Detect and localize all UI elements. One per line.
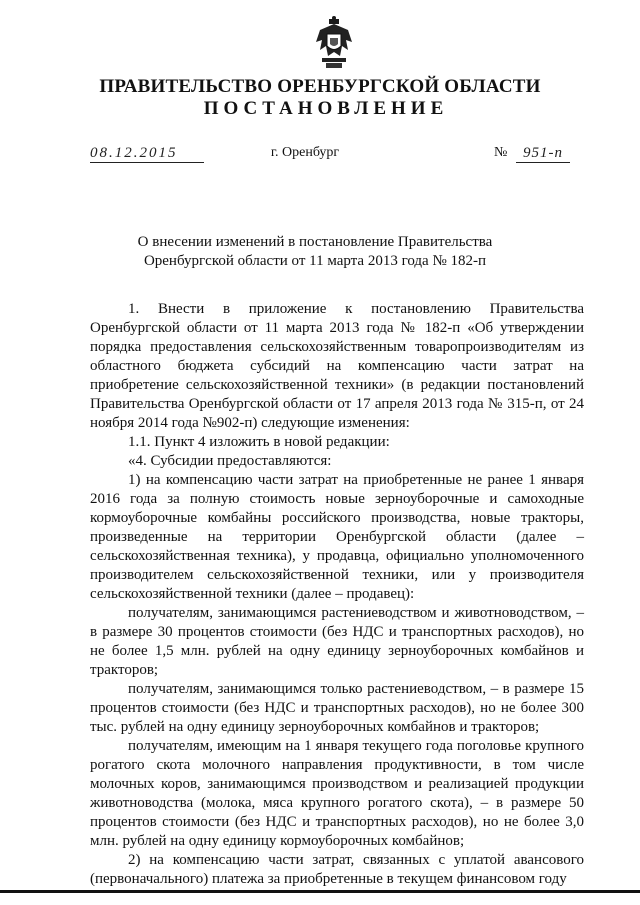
body-paragraph: получателям, занимающимся растениеводством и животноводством, – в размере 30 процентов стоимости (без НДС и транспортных расходов), но не более 1,5 млн. рублей на одну единицу зерноуборочных комбайнов и тракторов; xyxy=(90,605,584,678)
document-meta xyxy=(0,145,640,169)
subject-line-1: О внесении изменений в постановление Правительства xyxy=(137,234,493,250)
body-paragraph: 2) на компенсацию части затрат, связанных с уплатой авансового (первоначального) платежа за приобретенные в текущем финансовом году xyxy=(90,852,584,887)
body-paragraph: получателям, занимающимся только растениеводством, – в размере 15 процентов стоимости (без НДС и транспортных расходов), но не более 300 тыс. рублей на одну единицу зерноуборочных комбайнов и тракторов; xyxy=(90,681,584,735)
document-date: 08.12.2015 xyxy=(90,145,204,163)
document-number: 951-п xyxy=(516,145,570,163)
government-title: ПРАВИТЕЛЬСТВО ОРЕНБУРГСКОЙ ОБЛАСТИ xyxy=(99,76,541,97)
body-paragraph: 1.1. Пункт 4 изложить в новой редакции: xyxy=(128,434,390,450)
document-number-label: № xyxy=(494,145,508,160)
page-bottom-rule xyxy=(0,890,640,893)
document-city: г. Оренбург xyxy=(270,145,340,160)
body-paragraph: получателям, имеющим на 1 января текущего года поголовье крупного рогатого скота молочного направления продуктивности, в том числе молочных коров, занимающимся производством и реализацией продукции животноводства (молока, мяса крупного рогатого скота), – в размере 50 процентов стоимости (без НДС и транспортных расходов), но не более 3,0 млн. рублей на одну единицу кормоуборочных комбайнов; xyxy=(90,738,584,849)
document-body xyxy=(90,300,584,889)
subject-line-2: Оренбургской области от 11 марта 2013 года № 182-п xyxy=(143,253,487,269)
body-paragraph: «4. Субсидии предоставляются: xyxy=(128,453,332,469)
coat-of-arms-icon xyxy=(314,16,354,70)
body-paragraph: 1. Внести в приложение к постановлению Правительства Оренбургской области от 11 марта 2013 года № 182-п «Об утверждении порядка предоставления сельскохозяйственным товаропроизводителям из областного бюджета субсидий на компенсацию части затрат на приобретение сельскохозяйственной техники» (в редакции постановлений Правительства Оренбургской области от 17 апреля 2013 года № 315-п, от 24 ноября 2014 года №902-п) следующие изменения: xyxy=(90,301,584,431)
document-type-title: ПОСТАНОВЛЕНИЕ xyxy=(203,98,449,119)
document-subject xyxy=(120,233,510,271)
body-paragraph: 1) на компенсацию части затрат на приобретенные не ранее 1 января 2016 года за полную стоимость новые зерноуборочные и самоходные кормоуборочные комбайны российского производства, новые тракторы, произведенные на территории Оренбургской области (далее – сельскохозяйственная техника), у продавца, официально уполномоченного производителем сельскохозяйственной техники, или у производителя сельскохозяйственной техники (далее – продавец): xyxy=(90,472,584,602)
